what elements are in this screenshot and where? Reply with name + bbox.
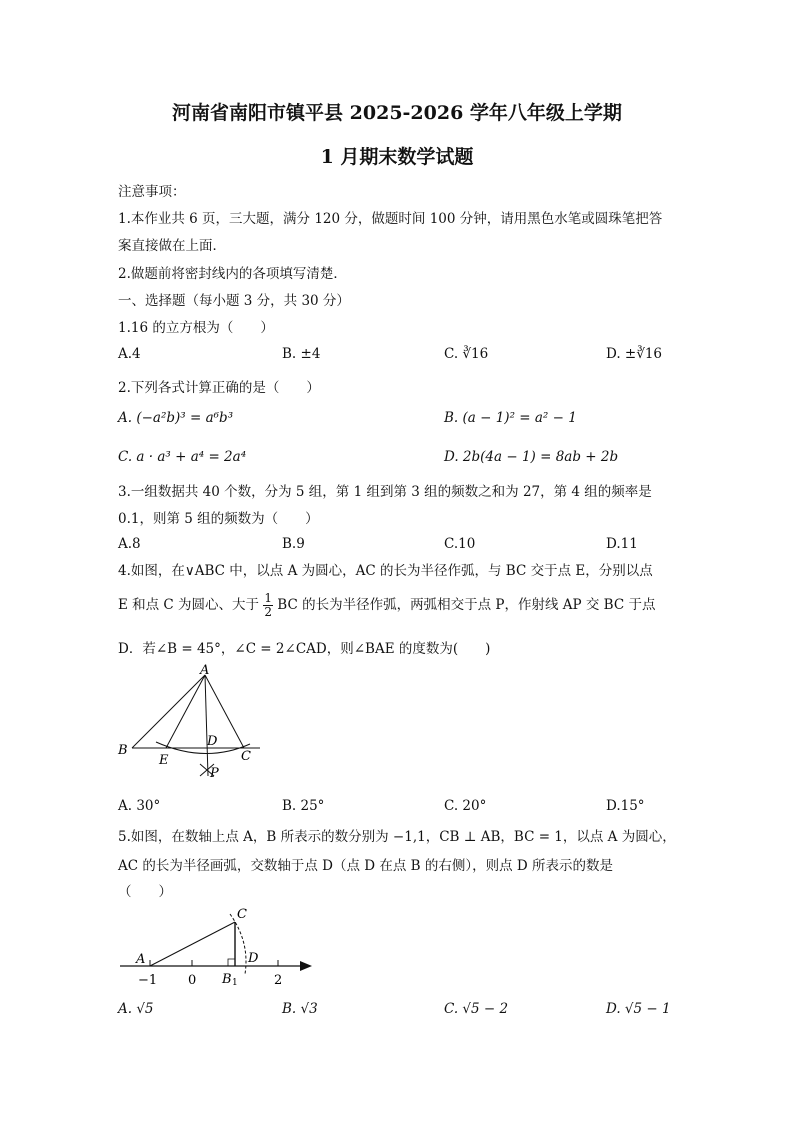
q4-stem-b: [118, 592, 655, 619]
tick-label-0: 0: [188, 973, 197, 988]
right-angle-mark: [228, 959, 235, 966]
q4-stem-b-post: BC 的长为半径作弧，两弧相交于点 P，作射线 AP 交 BC 于点: [277, 597, 656, 613]
half-fraction: [263, 592, 273, 619]
notice-item-2: 2.做题前将密封线内的各项填写清楚．: [118, 266, 347, 282]
q2-option-b: B. (a − 1)² = a² − 1: [444, 410, 577, 426]
q5-option-b: B. √3: [282, 1001, 318, 1017]
tick-label-minus-1: −1: [138, 973, 158, 988]
q1-option-c: C. ∛16: [444, 346, 489, 362]
label-a: A: [200, 663, 210, 678]
q3-option-a: A.8: [118, 536, 141, 552]
title-line-1: 河南省南阳市镇平县 2025-2026 学年八年级上学期: [172, 102, 622, 124]
label-b: B: [222, 972, 232, 987]
q4-option-b: B. 25°: [282, 798, 325, 814]
tick-label-2: 2: [274, 973, 283, 988]
q3-stem-b: 0.1，则第 5 组的频数为（ ）: [118, 511, 319, 527]
ray-ap: [205, 675, 208, 776]
segment-ac: [150, 922, 235, 966]
q4-option-a: A. 30°: [118, 798, 161, 814]
label-p: P: [210, 766, 219, 781]
notice-item-1b: 案直接做在上面．: [118, 238, 226, 254]
q1-option-a: A.4: [118, 346, 141, 362]
q1-stem: 1.16 的立方根为（ ）: [118, 320, 274, 336]
q5-option-a: A. √5: [118, 1001, 154, 1017]
title-line-2: 1 月期末数学试题: [320, 146, 474, 168]
label-b-subscript: 1: [232, 978, 238, 988]
q2-option-d: D. 2b(4a − 1) = 8ab + 2b: [444, 449, 619, 465]
label-a: A: [136, 952, 146, 967]
q4-stem-c: D．若∠B = 45°，∠C = 2∠CAD，则∠BAE 的度数为( ): [118, 641, 491, 657]
q4-stem-a: 4.如图，在∨ABC 中，以点 A 为圆心，AC 的长为半径作弧，与 BC 交于点 E，分别以点: [118, 563, 653, 579]
q5-stem-b: AC 的长为半径画弧，交数轴于点 D（点 D 在点 B 的右侧），则点 D 所表示的数是: [118, 858, 614, 874]
notice-heading: 注意事项：: [118, 184, 186, 200]
label-e: E: [159, 753, 169, 768]
q2-option-c: C. a · a³ + a⁴ = 2a⁴: [118, 449, 247, 465]
q5-stem-a: 5.如图，在数轴上点 A，B 所表示的数分别为 −1,1，CB ⊥ AB，BC = 1，以点 A 为圆心，: [118, 829, 676, 845]
label-d: D: [248, 951, 259, 966]
q2-stem: 2.下列各式计算正确的是（ ）: [118, 380, 320, 396]
q4-stem-b-pre: E 和点 C 为圆心、大于: [118, 597, 260, 613]
label-c: C: [237, 907, 247, 922]
q5-number-line-figure: [112, 900, 322, 990]
q2-option-a: A. (−a²b)³ = a⁶b³: [118, 410, 234, 426]
q5-option-d: D. √5 − 1: [606, 1001, 671, 1017]
axis-arrow-icon: [300, 961, 312, 971]
segment-ab: [132, 675, 205, 748]
q3-option-c: C.10: [444, 536, 476, 552]
q5-stem-c: （ ）: [118, 884, 172, 900]
q1-option-d: D. ±∛16: [606, 346, 663, 362]
section-heading: 一、选择题（每小题 3 分，共 30 分）: [118, 293, 350, 309]
label-b: B: [118, 743, 128, 758]
fraction-numerator: 1: [264, 591, 272, 605]
q5-option-c: C. √5 − 2: [444, 1001, 509, 1017]
q4-option-d: D.15°: [606, 798, 645, 814]
q1-option-b: B. ±4: [282, 346, 321, 362]
q4-triangle-figure: [110, 660, 270, 785]
label-c: C: [241, 749, 251, 764]
fraction-denominator: 2: [264, 605, 272, 619]
q4-option-c: C. 20°: [444, 798, 487, 814]
q3-option-b: B.9: [282, 536, 305, 552]
label-d: D: [207, 734, 218, 749]
notice-item-1a: 1.本作业共 6 页，三大题，满分 120 分，做题时间 100 分钟，请用黑色水笔或圆珠笔把答: [118, 211, 663, 227]
q3-stem-a: 3.一组数据共 40 个数，分为 5 组，第 1 组到第 3 组的频数之和为 27，第 4 组的频率是: [118, 484, 652, 500]
q3-option-d: D.11: [606, 536, 638, 552]
segment-ae: [166, 675, 205, 748]
